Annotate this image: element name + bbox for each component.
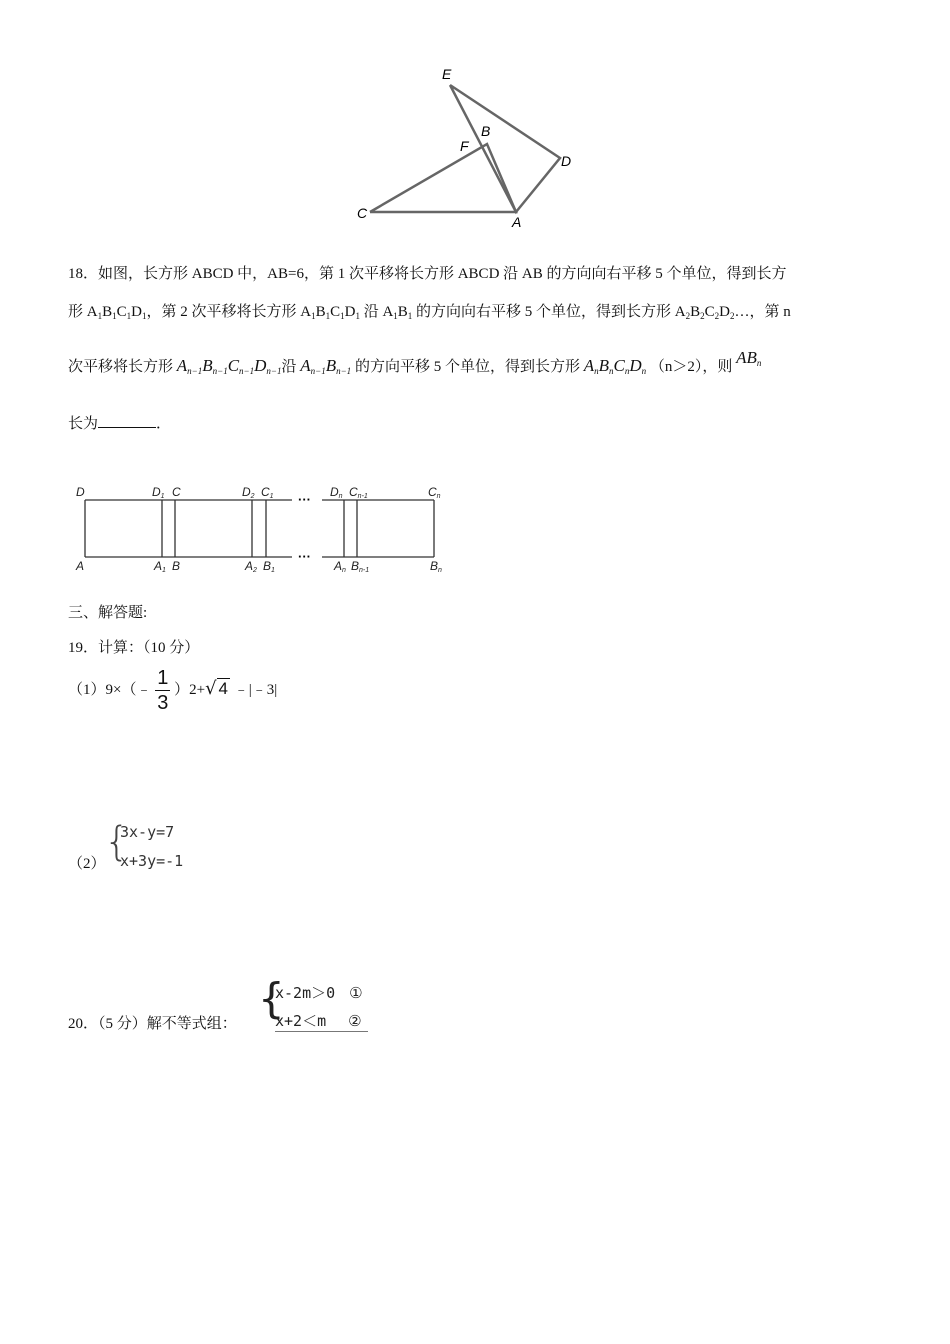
q19-part1: （1）9×（﹣ $\frac{1}{3}$ ）2+√ 4 ﹣|﹣3| bbox=[68, 667, 278, 714]
dots-bottom: ··· bbox=[298, 549, 311, 564]
label-f: F bbox=[460, 138, 469, 154]
rect-n-minus-1: $A_{n-1}B_{n-1}C_{n-1}D_{n-1}$ bbox=[176, 356, 282, 376]
label-top-cn: Cn bbox=[428, 485, 441, 500]
label-top-c1: C1 bbox=[261, 485, 274, 500]
q19-title: 19．计算：（10 分） bbox=[68, 640, 200, 656]
segment-abn: $AB_n$ bbox=[736, 348, 762, 368]
fraction-one-third: $\frac{1}{3}$ bbox=[157, 667, 169, 714]
rectangle-translation-figure bbox=[70, 480, 460, 580]
label-a: A bbox=[512, 214, 522, 230]
label-bottom-a: A bbox=[76, 559, 85, 573]
sqrt-sign: √ bbox=[205, 677, 217, 699]
label-e: E bbox=[442, 66, 452, 82]
label-bottom-an: An bbox=[334, 559, 346, 574]
answer-blank[interactable] bbox=[98, 415, 156, 428]
label-bottom-b1: B1 bbox=[263, 559, 275, 574]
q18-line3: 次平移将长方形 $A_{n-1}B_{n-1}C_{n-1}D_{n-1}$沿 $A_{n-1}B_{n-1}$ 的方向平移 5 个单位，得到长方形 $A_nB_nC_nD_n$ （n＞2），则 $AB_n$ bbox=[68, 348, 762, 376]
label-b: B bbox=[481, 123, 491, 139]
sqrt-radicand: 4 bbox=[218, 678, 229, 698]
label-top-dn: Dn bbox=[330, 485, 343, 500]
label-bottom-a2: A2 bbox=[245, 559, 257, 574]
triangle-figure bbox=[340, 55, 600, 235]
label-top-d: D bbox=[76, 485, 85, 499]
circled-two: ② bbox=[348, 1012, 362, 1030]
label-c: C bbox=[357, 205, 368, 221]
rect-n: $A_nB_nC_nD_n$ bbox=[583, 356, 647, 376]
label-bottom-a1: A1 bbox=[154, 559, 166, 574]
label-top-d2: D2 bbox=[242, 485, 255, 500]
label-top-cn1: Cn-1 bbox=[349, 485, 368, 500]
q18-line4: 长为 ． bbox=[68, 416, 172, 432]
q18-line1: 18．如图，长方形 ABCD 中，AB=6，第 1 次平移将长方形 ABCD 沿 AB 的方向向右平移 5 个单位，得到长方 bbox=[68, 266, 787, 282]
dots-top: ··· bbox=[298, 492, 311, 507]
equation-2: x+3y=-1 bbox=[120, 852, 184, 870]
system-brace: { bbox=[104, 819, 130, 865]
label-top-d1: D1 bbox=[152, 485, 165, 500]
inequality-2: x+2＜m ② bbox=[275, 1010, 368, 1032]
q18-line2: 形 $A_1B_1C_1D_1$，第 2 次平移将长方形 $A_1B_1C_1D_1$ 沿 $A_1B_1$ 的方向向右平移 5 个单位，得到长方形 $A_2B_2C_2D_2\dots$，第 n bbox=[68, 304, 791, 321]
label-bottom-b: B bbox=[172, 559, 181, 573]
equation-1: 3x-y=7 bbox=[120, 823, 175, 841]
circled-one: ① bbox=[349, 984, 363, 1002]
section-heading: 三、解答题: bbox=[68, 605, 148, 621]
label-bottom-bn: Bn bbox=[430, 559, 442, 574]
triangle-abc bbox=[370, 144, 516, 212]
segment-an1-bn1: $A_{n-1}B_{n-1}$ bbox=[300, 356, 352, 376]
label-d: D bbox=[561, 153, 572, 169]
inequality-brace: { bbox=[258, 974, 285, 1023]
q20-text: 20．（5 分）解不等式组： bbox=[68, 1016, 237, 1032]
q19-part2-label: （2） bbox=[68, 856, 106, 872]
label-top-c: C bbox=[172, 485, 181, 499]
inequality-1: x-2m＞0 ① bbox=[275, 984, 363, 1002]
label-bottom-bn1: Bn-1 bbox=[351, 559, 370, 574]
